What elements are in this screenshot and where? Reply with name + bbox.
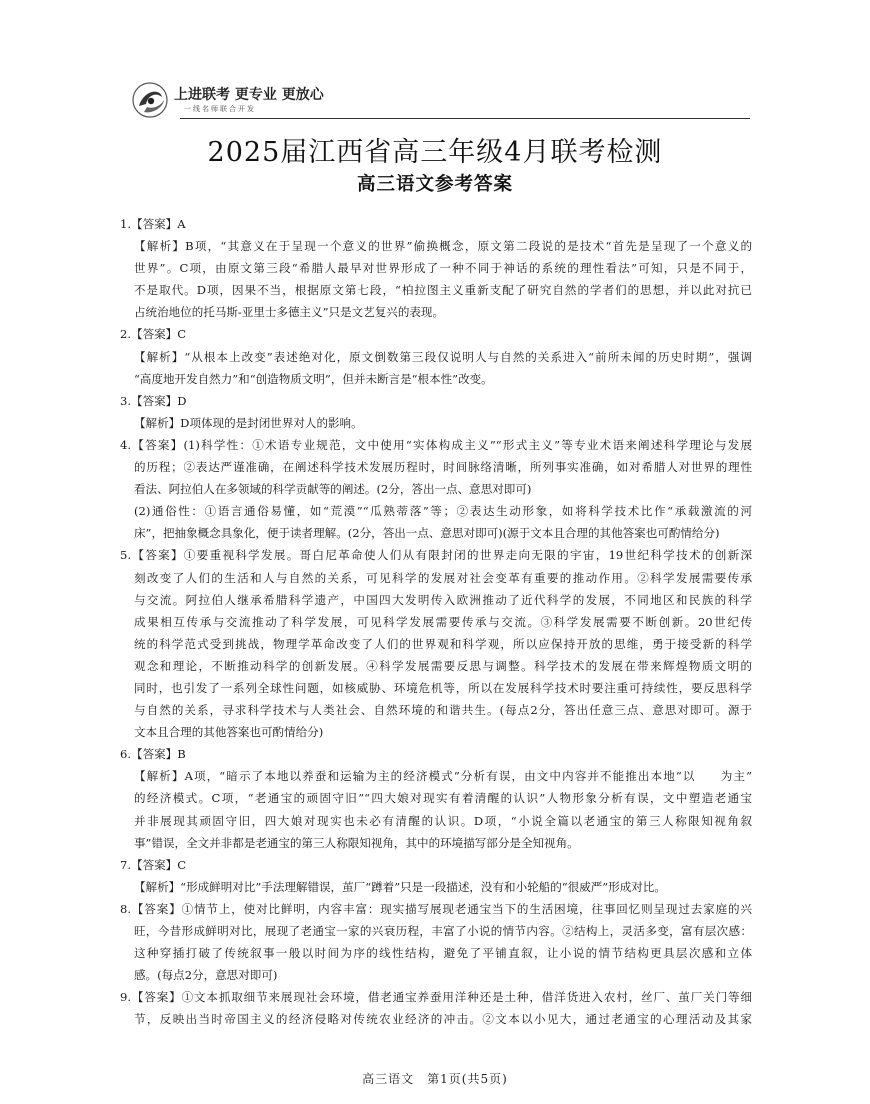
page-subtitle: 高三语文参考答案 — [356, 174, 513, 195]
answer-line: 4.【答案】(1)科学性：①术语专业规范，文中使用“实体构成主义”“形式主义”等专业术语来阐述科学理论与发展 — [120, 437, 752, 452]
header — [130, 80, 750, 122]
answer-line: 占统治地位的托马斯-亚里士多德主义”只是文艺复兴的表现。 — [134, 305, 445, 320]
brand-tagline: 一线名师联合开发 — [184, 105, 256, 113]
answer-line: 【解析】D项体现的是封闭世界对人的影响。 — [134, 415, 363, 430]
answer-line: 文本且合理的其他答案也可酌情给分) — [134, 725, 324, 740]
answer-line: 并非展现其顽固守旧，四大娘对现实也未必有清醒的认识。D项，“小说全篇以老通宝的第三人称限知视角叙 — [134, 813, 752, 828]
answer-line: 【解析】“从根本上改变”表述绝对化，原文倒数第三段仅说明人与自然的关系进入“前所未闻的历史时期”，强调 — [134, 349, 752, 364]
answer-line: 感。(每点2分，意思对即可) — [134, 968, 278, 983]
answer-line: 1.【答案】A — [120, 217, 186, 231]
answer-line: 的经济模式。C项，“老通宝的顽固守旧”“四大娘对现实有着清醒的认识”人物形象分析有误，文中塑造老通宝 — [134, 791, 752, 806]
answer-line: 8.【答案】①情节上，使对比鲜明，内容丰富：现实描写展现老通宝当下的生活困境，往事回忆则呈现过去家庭的兴 — [120, 901, 752, 916]
answer-line: 的历程；②表达严谨准确，在阐述科学技术发展历程时，时间脉络清晰，所列事实准确，如对希腊人对世界的理性 — [134, 460, 752, 475]
answer-line: 观念和理论，不断推动科学的创新发展。④科学发展需要反思与调整。科学技术的发展在带来辉煌物质文明的 — [134, 658, 752, 673]
answer-line: 9.【答案】①文本抓取细节来展现社会环境，借老通宝养蚕用洋种还是土种，借洋货进入农村，丝厂、茧厂关门等细 — [120, 990, 752, 1005]
page-title: 2025届江西省高三年级4月联考检测 — [207, 137, 663, 168]
answer-line: 与自然的关系，寻求科学技术与人类社会、自然环境的和谐共生。(每点2分，答出任意三点、意思对即可。源于 — [134, 703, 752, 718]
answer-content — [120, 213, 752, 1030]
answer-line: 3.【答案】D — [120, 393, 187, 408]
answer-line: 【解析】“形成鲜明对比”手法理解错误，茧厂“蹲着”只是一段描述，没有和小轮船的“很威严”形成对比。 — [134, 879, 666, 894]
page-footer: 高三语文 第1页(共5页) — [362, 1072, 508, 1086]
answer-line: 与交流。阿拉伯人继承希腊科学遗产，中国四大发明传入欧洲推动了近代科学的发展，不同地区和民族的科学 — [134, 592, 752, 607]
answer-line: 7.【答案】C — [120, 857, 187, 872]
header-rule — [180, 118, 750, 119]
answer-line: 2.【答案】C — [120, 327, 187, 342]
answer-line: 看法、阿拉伯人在多领域的科学贡献等的阐述。(2分，答出一点、意思对即可) — [134, 482, 532, 497]
answer-line: 成果相互传承与交流推动了科学发展，可见科学发展需要传承与交流。③科学发展需要不断创新。20世纪传 — [134, 614, 752, 629]
answer-line: 6.【答案】B — [120, 747, 186, 762]
answer-line: 刻改变了人们的生活和人与自然的关系，可见科学的发展对社会变革有重要的推动作用。②科学发展需要传承 — [134, 570, 752, 585]
answer-line: 这种穿插打破了传统叙事一般以时间为序的线性结构，避免了平铺直叙，让小说的情节结构更具层次感和立体 — [134, 946, 752, 961]
answer-line: 事”错误，全文并非都是老通宝的第三人称限知视角，其中的环境描写部分是全知视角。 — [134, 835, 579, 850]
answer-line: 不是取代。D项，因果不当，根据原文第七段，“柏拉图主义重新支配了研究自然的学者们的思想，并以此对抗已 — [134, 283, 752, 298]
answer-line: 节，反映出当时帝国主义的经济侵略对传统农业经济的冲击。②文本以小见大，通过老通宝的心理活动及其家 — [134, 1012, 752, 1027]
answer-line: 世界”。C项，由原文第三段“希腊人最早对世界形成了一种不同于神话的系统的理性看法”可知，只是不同于， — [134, 261, 752, 276]
answer-line: 【解析】B项，“其意义在于呈现一个意义的世界”偷换概念，原文第二段说的是技术“首先是呈现了一个意义的 — [134, 239, 752, 254]
answer-line: 5.【答案】①要重视科学发展。哥白尼革命使人们从有限封闭的世界走向无限的宇宙，19世纪科学技术的创新深 — [120, 548, 752, 563]
brand-slogan: 上进联考 更专业 更放心 — [174, 87, 324, 103]
answer-line: 同时，也引发了一系列全球性问题，如核威胁、环境危机等，所以在发展科学技术时要注重可持续性，要反思科学 — [134, 680, 752, 695]
swirl-logo-icon — [130, 80, 174, 122]
answer-line: 旺，今昔形成鲜明对比，展现了老通宝一家的兴衰历程，丰富了小说的情节内容。②结构上，灵活多变，富有层次感： — [134, 924, 752, 938]
answer-line: “高度地开发自然力”和“创造物质文明”，但并未断言是“根本性”改变。 — [134, 371, 493, 386]
answer-line: 统的科学范式受到挑战，物理学革命改变了人们的世界观和科学观，所以应保持开放的思维，勇于接受新的科学 — [134, 636, 752, 651]
answer-line: 【解析】A项，“暗示了本地以养蚕和运输为主的经济模式”分析有误，由文中内容并不能推出本地“以 为主” — [134, 769, 752, 784]
answer-line: (2)通俗性：①语言通俗易懂，如“荒漠”“瓜熟蒂落”等；②表达生动形象，如将科学技术比作“承载激流的河 — [134, 504, 752, 519]
answer-line: 床”，把抽象概念具象化，便于读者理解。(2分，答出一点、意思对即可)(源于文本且合理的其他答案也可酌情给分) — [134, 526, 720, 541]
